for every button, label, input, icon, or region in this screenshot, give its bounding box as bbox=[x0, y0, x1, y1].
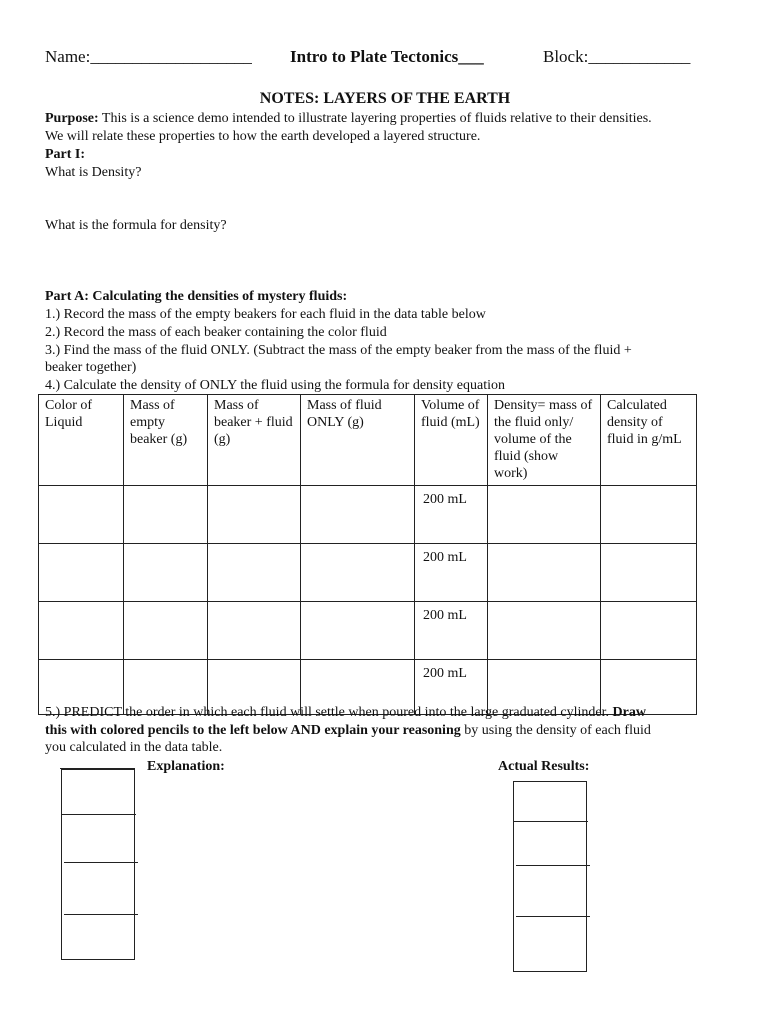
cell-color[interactable] bbox=[39, 602, 124, 660]
cell-color[interactable] bbox=[39, 486, 124, 544]
cell-fluid-mass[interactable] bbox=[301, 544, 415, 602]
cell-empty-mass[interactable] bbox=[124, 486, 208, 544]
question-formula: What is the formula for density? bbox=[45, 218, 227, 233]
prediction-cylinder[interactable] bbox=[61, 769, 135, 960]
cell-density-work[interactable] bbox=[488, 486, 601, 544]
cell-volume: 200 mL bbox=[415, 602, 488, 660]
cell-density-work[interactable] bbox=[488, 602, 601, 660]
worksheet-title: Intro to Plate Tectonics___ bbox=[290, 47, 484, 66]
table-row bbox=[39, 486, 697, 544]
step-5-prefix: 5.) PREDICT the order in which each fluid will settle when poured into the large graduated cylinder. bbox=[45, 705, 613, 720]
col-header-fluid-mass: Mass of fluid ONLY (g) bbox=[301, 395, 415, 486]
block-field-label: Block:____________ bbox=[543, 47, 691, 66]
actual-results-label: Actual Results: bbox=[498, 759, 590, 774]
purpose-line-1 bbox=[45, 110, 652, 127]
step-5-line-2 bbox=[45, 722, 651, 739]
col-header-color: Color of Liquid bbox=[39, 395, 124, 486]
step-4: 4.) Calculate the density of ONLY the fluid using the formula for density equation bbox=[45, 378, 505, 393]
cell-fluid-mass[interactable] bbox=[301, 486, 415, 544]
cell-beaker-fluid-mass[interactable] bbox=[208, 544, 301, 602]
step-5-line-1 bbox=[45, 704, 646, 721]
cell-calculated-density[interactable] bbox=[601, 602, 697, 660]
cell-empty-mass[interactable] bbox=[124, 602, 208, 660]
density-data-table bbox=[38, 394, 697, 715]
purpose-label: Purpose: bbox=[45, 111, 99, 126]
step-1: 1.) Record the mass of the empty beakers for each fluid in the data table below bbox=[45, 307, 486, 322]
col-header-beaker-fluid-mass: Mass of beaker + fluid (g) bbox=[208, 395, 301, 486]
cell-beaker-fluid-mass[interactable] bbox=[208, 602, 301, 660]
name-field-label: Name:___________________ bbox=[45, 47, 252, 66]
cell-beaker-fluid-mass[interactable] bbox=[208, 486, 301, 544]
part-a-heading: Part A: Calculating the densities of mystery fluids: bbox=[45, 289, 348, 304]
explanation-label: Explanation: bbox=[147, 759, 225, 774]
purpose-line-2: We will relate these properties to how the earth developed a layered structure. bbox=[45, 129, 481, 144]
cylinder-layer-line bbox=[62, 814, 136, 815]
step-5-bold-instructions: this with colored pencils to the left below AND explain your reasoning bbox=[45, 723, 461, 738]
cylinder-layer-line bbox=[64, 914, 138, 915]
table-row bbox=[39, 602, 697, 660]
cylinder-layer-line bbox=[516, 916, 590, 917]
cell-density-work[interactable] bbox=[488, 544, 601, 602]
cell-volume: 200 mL bbox=[415, 660, 488, 715]
cell-volume: 200 mL bbox=[415, 486, 488, 544]
cylinder-layer-line bbox=[516, 865, 590, 866]
step-3-cont: beaker together) bbox=[45, 360, 137, 375]
table-header-row bbox=[39, 395, 697, 486]
col-header-calculated-density: Calculated density of fluid in g/mL bbox=[601, 395, 697, 486]
step-3: 3.) Find the mass of the fluid ONLY. (Subtract the mass of the empty beaker from the mass of the fluid + bbox=[45, 343, 632, 358]
step-2: 2.) Record the mass of each beaker containing the color fluid bbox=[45, 325, 387, 340]
part-1-label: Part I: bbox=[45, 147, 86, 162]
cell-calculated-density[interactable] bbox=[601, 486, 697, 544]
actual-results-cylinder[interactable] bbox=[513, 781, 587, 972]
cell-fluid-mass[interactable] bbox=[301, 602, 415, 660]
cylinder-layer-line bbox=[514, 821, 588, 822]
cylinder-layer-line bbox=[64, 862, 138, 863]
step-5-mid: by using the density of each fluid bbox=[460, 723, 651, 738]
table-row bbox=[39, 544, 697, 602]
purpose-text: This is a science demo intended to illustrate layering properties of fluids relative to their densities. bbox=[98, 111, 652, 126]
col-header-volume: Volume of fluid (mL) bbox=[415, 395, 488, 486]
step-5-line-3: you calculated in the data table. bbox=[45, 740, 223, 755]
col-header-empty-mass: Mass of empty beaker (g) bbox=[124, 395, 208, 486]
notes-title: NOTES: LAYERS OF THE EARTH bbox=[259, 90, 511, 107]
cell-calculated-density[interactable] bbox=[601, 544, 697, 602]
col-header-density-work: Density= mass of the fluid only/ volume of the fluid (show work) bbox=[488, 395, 601, 486]
step-5-bold-draw: Draw bbox=[612, 705, 646, 720]
question-density: What is Density? bbox=[45, 165, 142, 180]
cell-color[interactable] bbox=[39, 544, 124, 602]
cell-empty-mass[interactable] bbox=[124, 544, 208, 602]
cell-volume: 200 mL bbox=[415, 544, 488, 602]
